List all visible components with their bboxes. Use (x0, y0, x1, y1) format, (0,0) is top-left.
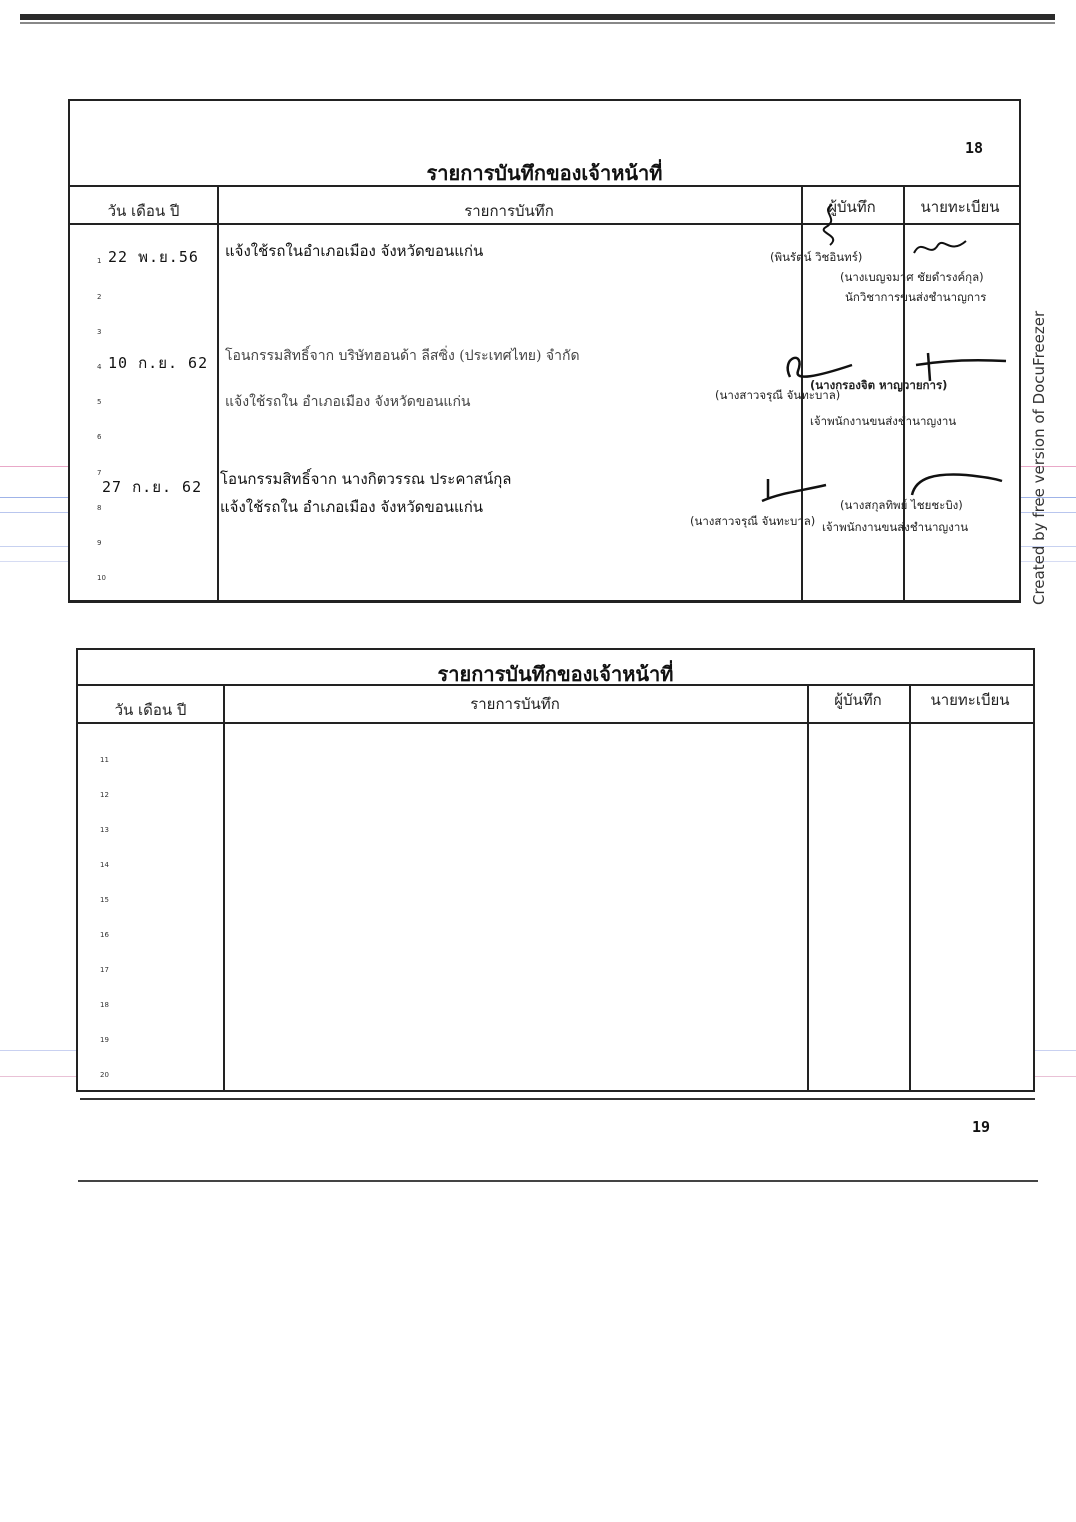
page-number: 19 (972, 1118, 991, 1136)
recorder-name: (พินรัตน์ วิชอินทร์) (770, 250, 863, 264)
table-bottom (70, 600, 1019, 602)
header-recorder: ผู้บันทึก (828, 198, 876, 216)
column-divider (909, 686, 911, 1090)
recorder-signature (760, 475, 830, 505)
header-registrar: นายทะเบียน (920, 198, 1000, 216)
recorder-name: (นางสาวจรุณี จันทะบาล) (690, 514, 816, 528)
entry-text: แจ้งใช้รถในอำเภอเมือง จังหวัดขอนแก่น (225, 242, 484, 260)
registrar-title: นักวิชาการขนส่งชำนาญการ (845, 290, 987, 304)
line-number: 12 (100, 791, 109, 799)
line-number: 20 (100, 1071, 109, 1079)
header-recorder: ผู้บันทึก (834, 691, 882, 709)
page-number: 18 (964, 139, 983, 157)
line-number: 3 (97, 328, 102, 336)
record-page-19 (76, 648, 1035, 1092)
column-divider (223, 686, 225, 1090)
scan-top-border-thin (20, 22, 1055, 24)
line-number: 14 (100, 861, 109, 869)
recorder-signature (776, 347, 856, 387)
entry-date: 22 พ.ย.56 (108, 248, 199, 266)
registrar-name: (นางกรองจิต หาญวายการ) (810, 378, 948, 392)
line-number: 2 (97, 293, 102, 301)
registrar-title: เจ้าพนักงานขนส่งชำนาญงาน (822, 520, 969, 534)
line-number: 5 (97, 398, 102, 406)
column-divider (217, 187, 219, 601)
line-number: 9 (97, 539, 102, 547)
line-number: 11 (100, 756, 109, 764)
line-number: 15 (100, 896, 109, 904)
header-entry: รายการบันทึก (470, 695, 560, 713)
entry-date: 10 ก.ย. 62 (108, 354, 209, 372)
line-number: 17 (100, 966, 109, 974)
record-page-18 (68, 99, 1021, 603)
registrar-signature (910, 233, 970, 263)
entry-text: โอนกรรมสิทธิ์จาก บริษัทฮอนด้า ลีสซิ่ง (ประเทศไทย) จำกัด (225, 348, 580, 364)
line-number: 13 (100, 826, 109, 834)
header-divider (70, 223, 1019, 225)
page-title: รายการบันทึกของเจ้าหน้าที่ (426, 161, 663, 185)
watermark: Created by free version of DocuFreezer (1030, 310, 1048, 605)
registrar-title: เจ้าพนักงานขนส่งชำนาญงาน (810, 414, 957, 428)
scan-top-border (20, 14, 1055, 20)
header-divider (78, 722, 1033, 724)
line-number: 1 (97, 257, 102, 265)
header-date: วัน เดือน ปี (107, 202, 180, 220)
registrar-signature (910, 347, 1010, 387)
entry-text: แจ้งใช้รถใน อำเภอเมือง จังหวัดขอนแก่น (220, 498, 484, 516)
line-number: 16 (100, 931, 109, 939)
line-number: 8 (97, 504, 102, 512)
line-number: 19 (100, 1036, 109, 1044)
registrar-signature (906, 469, 1006, 499)
entry-text: โอนกรรมสิทธิ์จาก นางกิตวรรณ ประคาสน์กุล (220, 470, 512, 488)
line-number: 10 (97, 574, 106, 582)
line-number: 18 (100, 1001, 109, 1009)
record-table (70, 185, 1019, 601)
registrar-name: (นางเบญจมาศ ชัยดำรงค์กุล) (840, 270, 984, 284)
page-footer-divider (80, 1098, 1035, 1100)
line-number: 7 (97, 469, 102, 477)
recorder-signature (812, 201, 852, 249)
header-entry: รายการบันทึก (464, 202, 554, 220)
header-date: วัน เดือน ปี (114, 701, 187, 719)
page-title: รายการบันทึกของเจ้าหน้าที่ (437, 662, 674, 686)
page-bottom-edge (78, 1180, 1038, 1182)
line-number: 4 (97, 363, 102, 371)
entry-text: แจ้งใช้รถใน อำเภอเมือง จังหวัดขอนแก่น (225, 394, 471, 410)
entry-date: 27 ก.ย. 62 (102, 478, 203, 496)
header-registrar: นายทะเบียน (930, 691, 1010, 709)
record-table (78, 684, 1033, 1090)
column-divider (807, 686, 809, 1090)
line-number: 6 (97, 433, 102, 441)
recorder-name: (นางสาวจรุณี จันทะบาล) (715, 388, 841, 402)
registrar-name: (นางสกุลทิพย์ ไชยชะบิง) (840, 498, 963, 512)
